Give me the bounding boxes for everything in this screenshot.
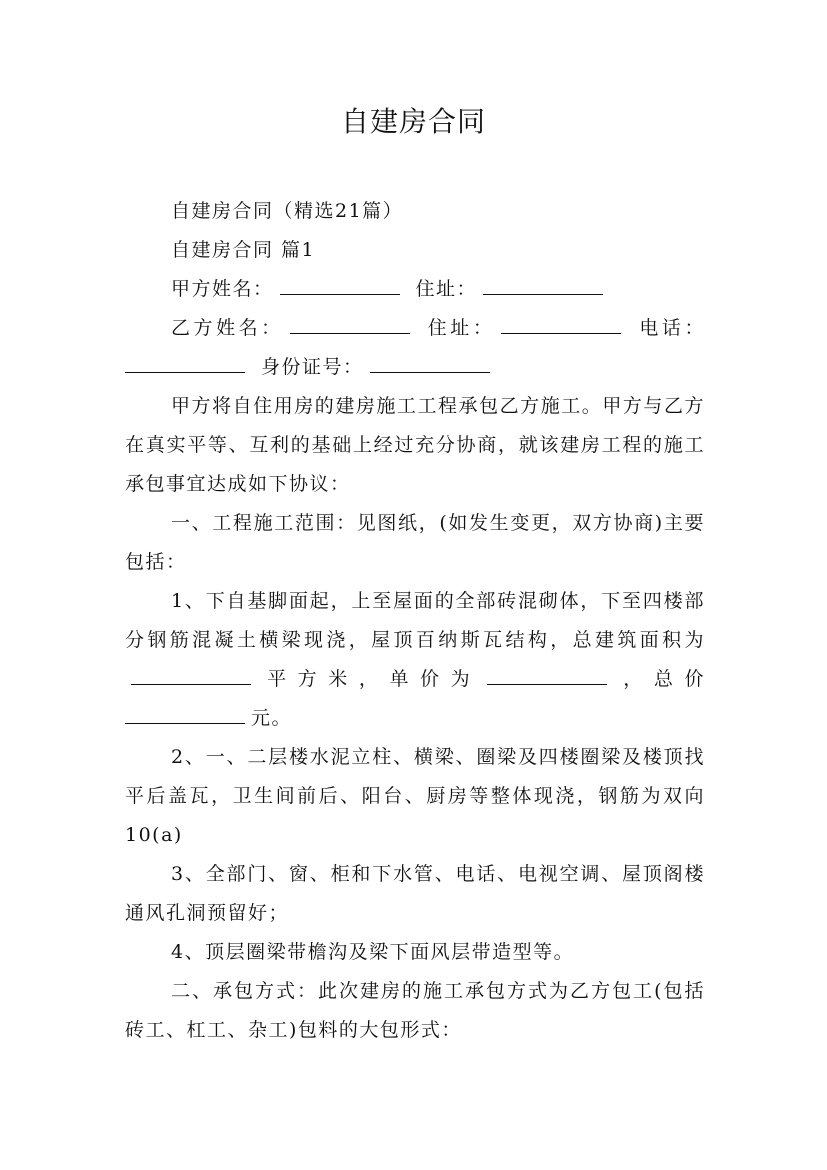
address-b-label: 住址： [425,317,496,339]
id-number-blank[interactable] [370,352,490,373]
item-1-text-b: 平方米，单价为 [257,668,482,690]
party-b-line [125,309,705,387]
item-3: 3、全部门、窗、柜和下水管、电话、电视空调、屋顶阁楼通风孔洞预留好； [125,863,705,924]
area-blank[interactable] [131,664,251,685]
item-4: 4、顶层圈梁带檐沟及梁下面风层带造型等。 [171,941,575,963]
party-a-name-label: 甲方姓名： [171,278,274,300]
item-1 [125,582,705,738]
address-a-blank[interactable] [483,274,603,295]
phone-blank[interactable] [125,352,245,373]
subtitle: 自建房合同（精选21篇） [171,200,404,222]
party-b-name-label: 乙方姓名： [171,317,284,339]
item-2: 2、一、二层楼水泥立柱、横梁、圈梁及四楼圈梁及楼顶找平后盖瓦，卫生间前后、阳台、厨房等整体现浇，钢筋为双向10(a) [125,746,705,846]
party-b-name-blank[interactable] [290,313,410,334]
party-a-name-blank[interactable] [280,274,400,295]
section-1-heading: 一、工程施工范围：见图纸，(如发生变更，双方协商)主要包括： [125,512,705,573]
phone-label: 电话： [637,317,705,339]
total-price-blank[interactable] [125,703,245,724]
section-heading: 自建房合同 篇1 [171,239,316,261]
item-1-text-c: ，总价 [613,668,705,690]
item-1-text-d: 元。 [251,707,293,729]
intro-paragraph: 甲方将自住用房的建房施工工程承包乙方施工。甲方与乙方在真实平等、互利的基础上经过充分协商，就该建房工程的施工承包事宜达成如下协议： [125,395,705,495]
document-body [125,192,705,1050]
item-1-text-a: 1、下自基脚面起，上至屋面的全部砖混砌体，下至四楼部分钢筋混凝土横梁现浇，屋顶百纳斯瓦结构，总建筑面积为 [125,590,705,651]
unit-price-blank[interactable] [487,664,607,685]
address-a-label: 住址： [415,278,478,300]
address-b-blank[interactable] [501,313,621,334]
document-title: 自建房合同 [340,105,486,138]
section-2-heading: 二、承包方式：此次建房的施工承包方式为乙方包工(包括砖工、杠工、杂工)包料的大包形式： [125,980,705,1041]
id-number-label: 身份证号： [261,356,364,378]
party-a-line [125,270,705,309]
